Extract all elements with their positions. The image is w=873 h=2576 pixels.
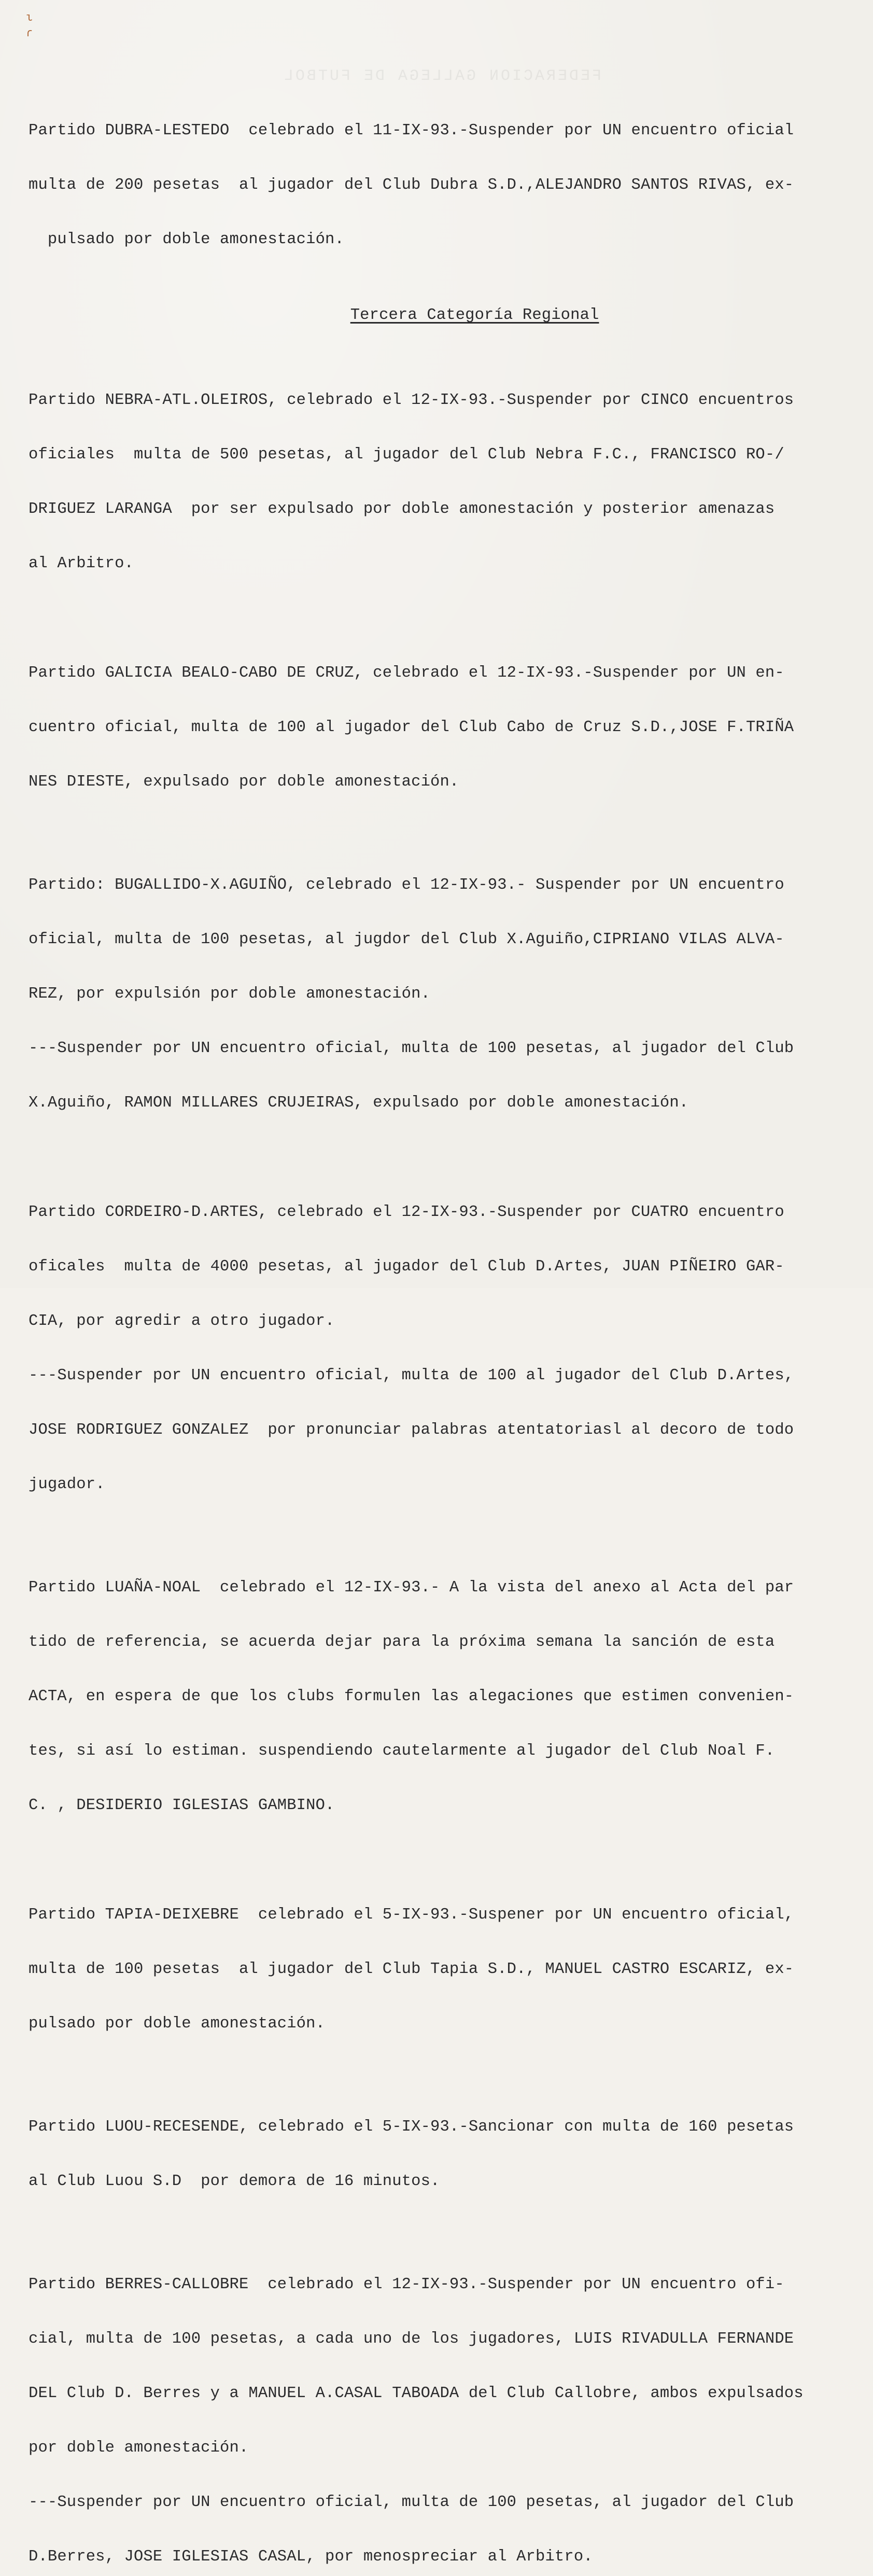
sanction-paragraph — [29, 1167, 858, 1530]
text-line: DRIGUEZ LARANGA por ser expulsado por doble amonestación y posterior amenazas — [29, 500, 775, 518]
text-line: oficial, multa de 100 pesetas, al jugdor del Club X.Aguiño,CIPRIANO VILAS ALVA- — [29, 931, 784, 948]
text-line: ---Suspender por UN encuentro oficial, multa de 100 pesetas, al jugador del Club — [29, 2494, 794, 2511]
sanction-paragraph — [29, 840, 858, 1149]
document-body — [29, 86, 858, 2576]
text-line: Partido GALICIA BEALO-CABO DE CRUZ, celebrado el 12-IX-93.-Suspender por UN en- — [29, 664, 784, 682]
sanction-paragraph — [29, 355, 858, 609]
sanction-paragraph — [29, 2082, 858, 2227]
text-line: cuentro oficial, multa de 100 al jugador del Club Cabo de Cruz S.D.,JOSE F.TRIÑA — [29, 719, 794, 736]
text-line: JOSE RODRIGUEZ GONZALEZ por pronunciar palabras atentatoriasl al decoro de todo — [29, 1421, 794, 1439]
sanction-paragraph — [29, 1543, 858, 1851]
text-line: ---Suspender por UN encuentro oficial, multa de 100 al jugador del Club D.Artes, — [29, 1367, 794, 1384]
text-line: C. , DESIDERIO IGLESIAS GAMBINO. — [29, 1797, 335, 1814]
text-line: Partido LUOU-RECESENDE, celebrado el 5-IX-93.-Sancionar con multa de 160 pesetas — [29, 2118, 794, 2136]
bleed-through-text: FEDERACION GALLEGA DE FUTBOL — [281, 67, 601, 85]
text-line: oficales multa de 4000 pesetas, al jugador del Club D.Artes, JUAN PIÑEIRO GAR- — [29, 1258, 784, 1276]
text-line: NES DIESTE, expulsado por doble amonestación. — [29, 773, 459, 791]
sanction-paragraph — [29, 628, 858, 828]
text-line: ---Suspender por UN encuentro oficial, multa de 100 pesetas, al jugador del Club — [29, 1040, 794, 1057]
text-line: pulsado por doble amonestación. — [29, 231, 344, 248]
text-line: X.Aguiño, RAMON MILLARES CRUJEIRAS, expulsado por doble amonestación. — [29, 1094, 689, 1112]
text-line: por doble amonestación. — [29, 2439, 249, 2457]
text-line: al Club Luou S.D por demora de 16 minutos. — [29, 2173, 440, 2190]
text-line: pulsado por doble amonestación. — [29, 2015, 326, 2033]
section-heading-wrapper — [29, 288, 858, 343]
text-line: D.Berres, JOSE IGLESIAS CASAL, por menospreciar al Arbitro. — [29, 2548, 593, 2566]
text-line: Partido TAPIA-DEIXEBRE celebrado el 5-IX-93.-Suspener por UN encuentro oficial, — [29, 1906, 794, 1924]
text-line: multa de 200 pesetas al jugador del Club Dubra S.D.,ALEJANDRO SANTOS RIVAS, ex- — [29, 176, 794, 194]
text-line: Partido CORDEIRO-D.ARTES, celebrado el 12-IX-93.-Suspender por CUATRO encuentro — [29, 1203, 784, 1221]
text-line: REZ, por expulsión por doble amonestación. — [29, 985, 431, 1003]
text-line: tido de referencia, se acuerda dejar para la próxima semana la sanción de esta — [29, 1633, 775, 1651]
sanction-paragraph — [29, 1870, 858, 2069]
text-line: Partido BERRES-CALLOBRE celebrado el 12-IX-93.-Suspender por UN encuentro ofi- — [29, 2276, 784, 2293]
sanction-paragraph — [29, 2239, 858, 2576]
text-line: multa de 100 pesetas al jugador del Club Tapia S.D., MANUEL CASTRO ESCARIZ, ex- — [29, 1961, 794, 1978]
text-line: ACTA, en espera de que los clubs formulen las alegaciones que estimen convenien- — [29, 1688, 794, 1705]
text-line: Partido NEBRA-ATL.OLEIROS, celebrado el 12-IX-93.-Suspender por CINCO encuentros — [29, 391, 794, 409]
text-line: jugador. — [29, 1476, 105, 1493]
section-heading-tercera: Tercera Categoría Regional — [350, 306, 599, 324]
text-line: tes, si así lo estiman. suspendiendo cautelarmente al jugador del Club Noal F. — [29, 1742, 775, 1760]
text-line: Partido LUAÑA-NOAL celebrado el 12-IX-93.- A la vista del anexo al Acta del par — [29, 1579, 794, 1597]
text-line: oficiales multa de 500 pesetas, al jugador del Club Nebra F.C., FRANCISCO RO-/ — [29, 446, 784, 464]
text-line: DEL Club D. Berres y a MANUEL A.CASAL TABOADA del Club Callobre, ambos expulsados — [29, 2385, 804, 2402]
text-line: al Arbitro. — [29, 555, 134, 572]
text-line: Partido DUBRA-LESTEDO celebrado el 11-IX-93.-Suspender por UN encuentro oficial — [29, 122, 794, 139]
sanction-paragraph — [29, 86, 858, 285]
text-line: cial, multa de 100 pesetas, a cada uno de los jugadores, LUIS RIVADULLA FERNANDE — [29, 2330, 794, 2348]
ink-mark: ι ɾ — [26, 11, 33, 40]
text-line: Partido: BUGALLIDO-X.AGUIÑO, celebrado el 12-IX-93.- Suspender por UN encuentro — [29, 876, 784, 894]
text-line: CIA, por agredir a otro jugador. — [29, 1312, 335, 1330]
